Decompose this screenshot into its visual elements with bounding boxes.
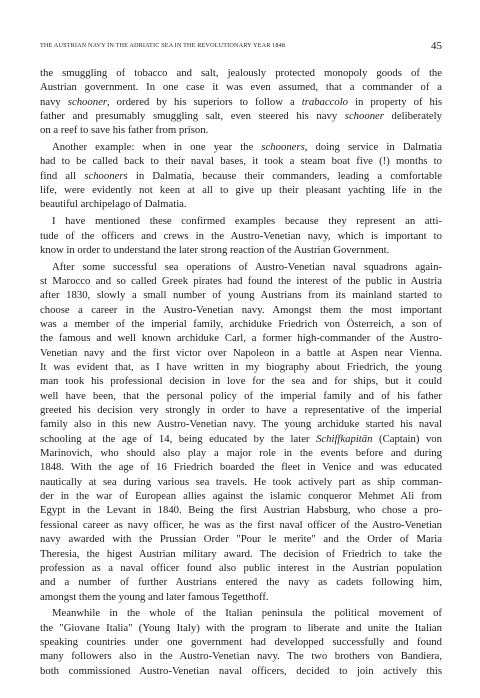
page-number: 45: [431, 40, 442, 52]
text-line: choose a career in the Austro-Venetian navy. Amongst them the most important: [40, 303, 442, 316]
running-title: THE AUSTRIAN NAVY IN THE ADRIATIC SEA IN THE REVOLUTIONARY YEAR 1848: [40, 42, 286, 49]
text-line: tude of the officers and crews in the Austro-Venetian navy, which is important to: [40, 229, 442, 242]
text-line: amongst them the young and later famous Tegetthoff.: [40, 590, 269, 603]
paragraph-5: [40, 606, 442, 678]
text-line: after 1830, slowly a small number of young Austrians from its mainland started to: [40, 289, 442, 302]
text-line: the "Giovane Italia" (Young Italy) with the program to liberate and unite the Italian: [40, 621, 442, 634]
text-line: Austrian government. In one case it was even assumed, that a commander of a: [40, 81, 442, 94]
text-line: beautiful archipelago of Dalmatia.: [40, 198, 187, 211]
text-line: the smuggling of tobacco and salt, jealously protected monopoly goods of the: [40, 67, 442, 79]
paragraph-3: [40, 214, 442, 257]
text-line: Venetian navy and the first victor over Napoleon in a battle at Aspen near Vienna.: [40, 346, 442, 359]
text-line: navy awarded with the Prussian Order "Pour le merite" and the Order of Maria: [40, 533, 442, 546]
text-line: Theresia, the higest Austrian military award. The decision of Friedrich to take the: [40, 547, 442, 560]
text-line: the famous and well known archiduke Carl, a former high-commander of the Austro-: [40, 332, 442, 345]
text-line: der in the war of European allies against the islamic conqueror Mehmet Ali from: [40, 490, 442, 503]
text-line: I have mentioned these confirmed examples because they represent an atti-: [52, 215, 442, 228]
paragraph-1: [40, 66, 442, 138]
text-line: nautically at sea during various sea travels. He took actively part as ship comman-: [40, 475, 442, 488]
text-line: fessional career as navy officer, he was as the first naval officer of the Austro-Venetian: [40, 518, 442, 531]
text-line: Meanwhile in the whole of the Italian peninsula the political movement of: [52, 607, 442, 620]
text-line: speaking countries under one government had developped successfully and found: [40, 635, 442, 648]
body-text: [40, 66, 442, 678]
text-line: schooling at the age of 14, being educated by the later Schiffkapitän (Captain) von: [40, 432, 442, 445]
text-line: know in order to understand the later strong reaction of the Austrian Government.: [40, 243, 390, 256]
text-line: had to be called back to their naval bases, it took a steam boat five (!) months to: [40, 155, 442, 168]
text-line: life, were evidently not keen at all to give up their pleasant yachting life in the: [40, 184, 442, 197]
running-head: [40, 40, 442, 54]
text-line: profession as a naval officer found also public interest in the Austrian population: [40, 561, 442, 574]
text-line: many followers also in the Austro-Venetian navy. The two brothers von Bandiera,: [40, 650, 442, 663]
text-line: After some successful sea operations of Austro-Venetian naval squadrons again-: [52, 260, 442, 273]
text-line: both commissioned Austro-Venetian naval officers, decided to join actively this: [40, 664, 442, 677]
paragraph-2: [40, 140, 442, 212]
text-line: It was evident that, as I have written in my biography about Friedrich, the young: [40, 361, 442, 374]
text-line: man took his professional decision in love for the sea and for ships, but it could: [40, 375, 442, 388]
text-line: on a reef to save his father from prison.: [40, 124, 209, 137]
text-line: navy schooner, ordered by his superiors to follow a trabaccolo in property of his: [40, 95, 442, 108]
paragraph-4: [40, 260, 442, 604]
text-line: Egypt in the Levant in 1840. Being the first Austrian Habsburg, who chose a pro-: [40, 504, 442, 517]
text-line: family also in this new Austro-Venetian navy. The young archiduke started his naval: [40, 418, 442, 431]
text-line: Marinovich, who should also play a major role in the events before and during: [40, 447, 442, 460]
text-line: st Marocco and so called Greek pirates had found the interest of the public in Austria: [40, 274, 442, 287]
text-line: Another example: when in one year the schooners, doing service in Dalmatia: [52, 141, 442, 154]
text-line: was a member of the imperial family, archiduke Friedrich von Österreich, a son of: [40, 318, 442, 331]
text-line: greeted his decision very strongly in order to have a representative of the imperial: [40, 404, 442, 417]
text-line: father and presumably smuggling salt, even steered his navy schooner deliberately: [40, 110, 442, 123]
text-line: well have been, that the personal policy of the imperial family and of his father: [40, 389, 442, 402]
text-line: find all schooners in Dalmatia, because their commanders, leading a comfortable: [40, 169, 442, 182]
text-line: and a number of further Austrians entered the navy as cadets following him,: [40, 576, 442, 589]
text-line: 1848. With the age of 16 Friedrich boarded the fleet in Venice and was educated: [40, 461, 442, 474]
